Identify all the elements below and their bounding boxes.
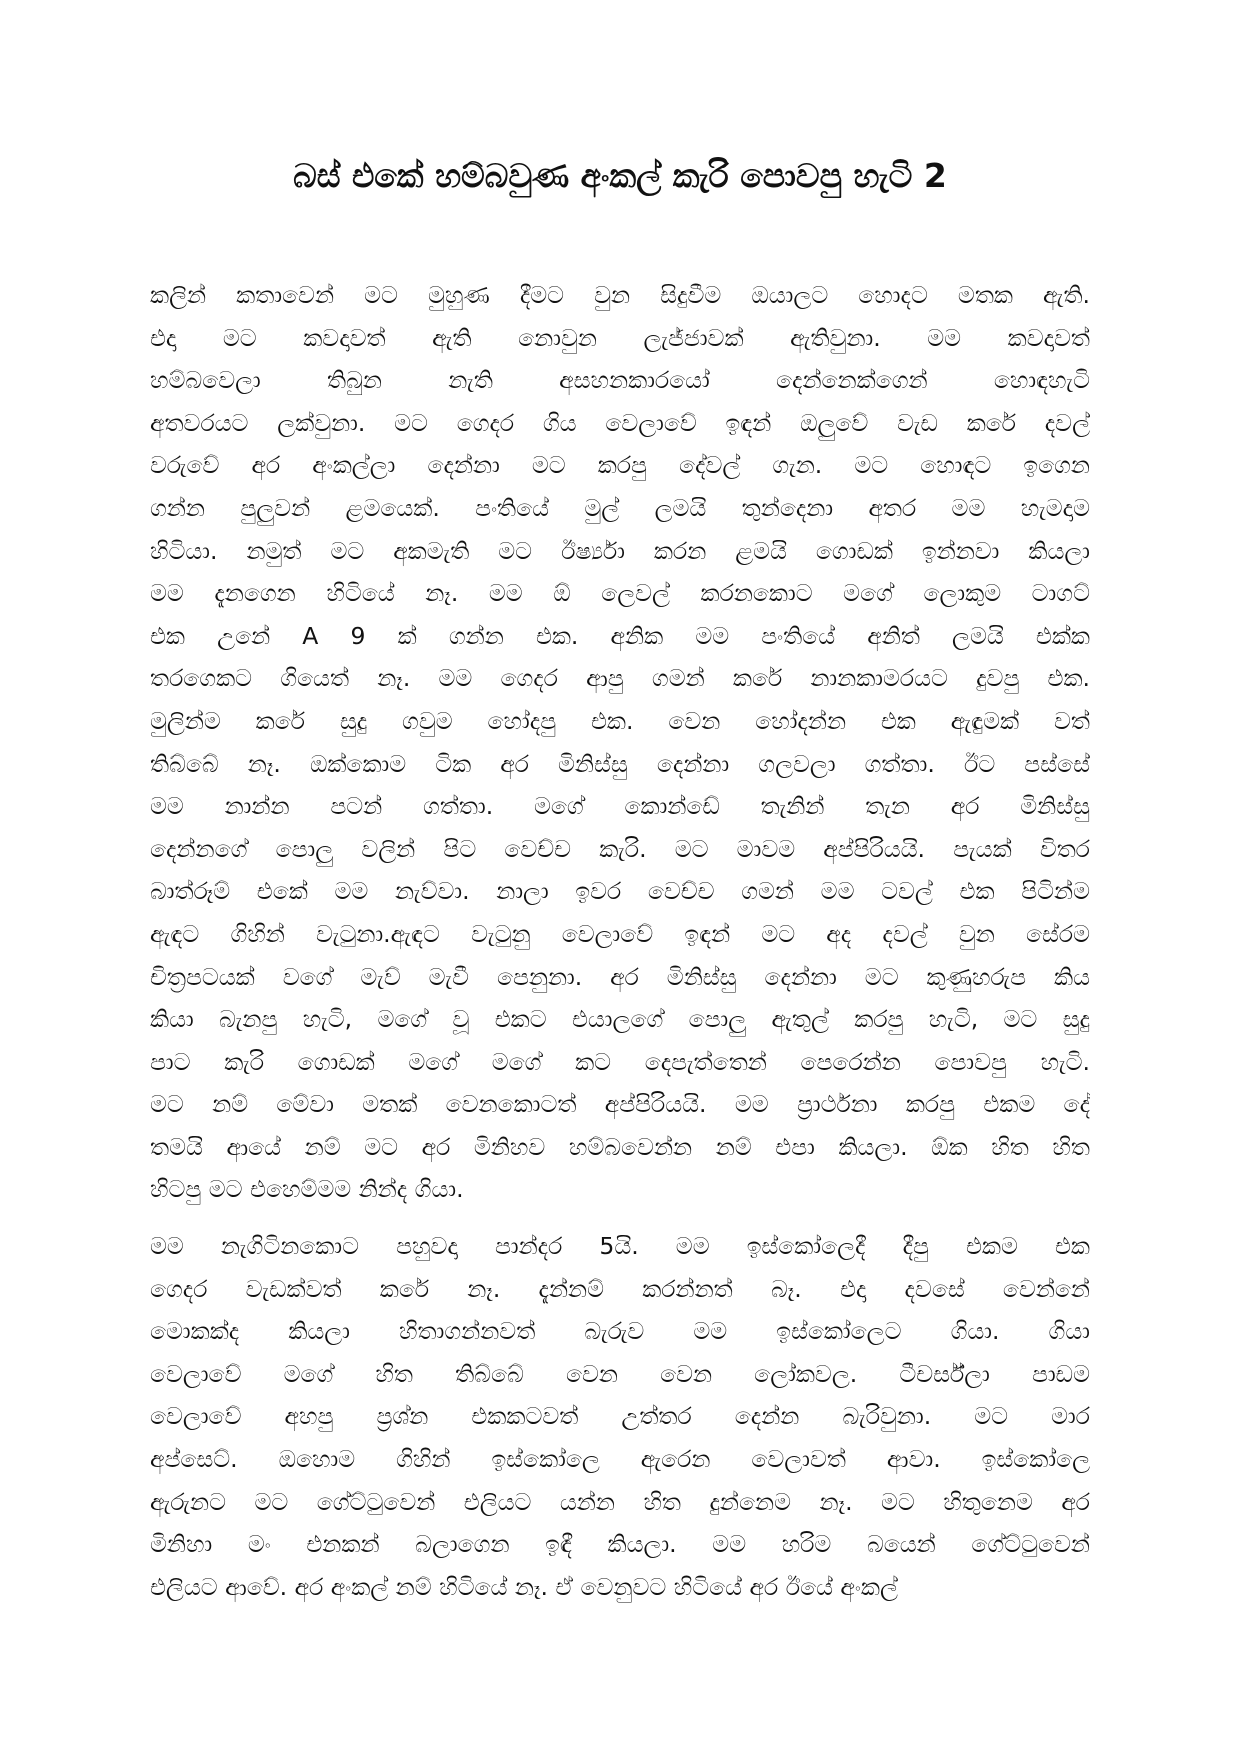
paragraph: [150, 274, 1090, 1211]
text-line: කියා බැනපු හැටි, මගේ වූ එකට එයාලගේ පොලු ඇතුල් කරපු හැටි, මට සුදු: [150, 1005, 1090, 1034]
text-line: මිනිහා මං එනකන් බලාගෙන ඉඳී කියලා. මම හරිම බයෙන් ගේට්ටුවෙන්: [150, 1530, 1090, 1559]
text-line: මම නැගිටිනකොට පහුවදා පාන්දර 5යි. මම ඉස්කෝලෙදී දීපු එකම එක: [150, 1232, 1090, 1261]
text-line: හිටියා. නමුත් මට අකමැති මට ඊර්ෂ්‍යා කරන ළමයි ගොඩක් ඉන්නවා කියලා: [150, 536, 1090, 565]
paragraph: [150, 1225, 1090, 1608]
text-line: ඇඳට ගිහින් වැටුනා.ඇඳට වැටුනු වෙලාවේ ඉඳන් මට අද දවල් වුන සේරම: [150, 919, 1090, 948]
document-title: බස් එකේ හම්බවුණ අංකල් කැරි පොවපු හැටි 2: [293, 156, 947, 195]
text-line: ගෙදර වැඩක්වත් කරේ නෑ. දැන්නම් කරන්නත් බෑ. එදා දවසේ වෙන්නේ: [150, 1274, 1090, 1303]
text-line: තිබ්බේ නෑ. ඔක්කොම ටික අර මිනිස්සු දෙන්නා ගලවලා ගත්තා. ඊට පස්සේ: [150, 749, 1090, 778]
text-line: හම්බවෙලා තිබුන නැති අසහනකාරයෝ දෙන්නෙක්ගෙන් හොඳහැටි: [150, 366, 1090, 395]
text-line: දෙන්නගේ පොලු වලින් පිට වෙච්ච කැරි. මට මාවම අප්පිරියයි. පැයක් විතර: [150, 834, 1090, 863]
text-line: ගන්න පුලුවන් ළමයෙක්. පංතියේ මුල් ලමයි තුන්දෙනා අතර මම හැමදාම: [150, 493, 1090, 522]
text-line: එක උනේ A 9 ක් ගන්න එක. අනික මම පංතියේ අනිත් ලමයි එක්ක: [150, 621, 1090, 650]
text-line: මට නම් මේවා මතක් වෙනකොටත් අප්පිරියයි. මම ප්‍රාර්ථනා කරපු එකම දේ: [150, 1090, 1090, 1119]
text-line: තමයි ආයේ නම් මට අර මිනිහව හම්බවෙන්න නම් එපා කියලා. ඕක හිත හිත: [150, 1132, 1090, 1161]
text-line: අතවරයට ලක්වුනා. මට ගෙදර ගිය වෙලාවේ ඉඳන් ඔලුවේ වැඩ කරේ දවල්: [150, 408, 1090, 437]
text-line: බාත්රූම් එකේ මම නැව්වා. නාලා ඉවර වෙච්ච ගමන් මම ටවල් එක පිටින්ම: [150, 877, 1090, 906]
text-line: එදා මට කවදාවත් ඇති නොවුන ලැජ්ජාවක් ඇතිවුනා. මම කවදාවත්: [150, 323, 1090, 352]
text-line: වරුවේ අර අංකල්ලා දෙන්නා මට කරපු දේවල් ගැන. මට හොඳට ඉගෙන: [150, 451, 1090, 480]
text-line: පාට කැරි ගොඩක් මගේ මගේ කට දෙපැත්තෙන් පෙරෙන්න පොවපු හැටි.: [150, 1047, 1090, 1076]
text-line: කලින් කතාවෙන් මට මුහුණ දීමට වුන සිදුවීම ඔයාලට හොදට මතක ඇති.: [150, 281, 1090, 309]
text-line: මම දැනගෙන හිටියේ නෑ. මම ඕ ලෙවල් කරනකොට මගේ ලොකුම ටාගට්: [150, 579, 1090, 608]
text-line: හිටපු මට එහෙම්මම නින්ද ගියා.: [150, 1175, 464, 1204]
document-body: [150, 274, 1090, 1608]
text-line: වෙලාවේ අහපු ප්‍රශ්න එකකටවත් උත්තර දෙන්න බැරිවුනා. මට මාර: [150, 1402, 1090, 1431]
text-line: වෙලාවේ මගේ හිත තිබ්බේ වෙන වෙන ලෝකවල. ටීචර්ස්ලා පාඩම: [150, 1359, 1090, 1388]
text-line: අප්සෙට්. ඔහොම ගිහින් ඉස්කෝලෙ ඇරෙන වෙලාවත් ආවා. ඉස්කෝලෙ: [150, 1445, 1090, 1474]
text-line: එලියට ආවේ. අර අංකල් නම් හිටියේ නෑ. ඒ වෙනුවට හිටියේ අර ඊයේ අංකල්: [150, 1572, 898, 1601]
text-line: මුලින්ම කරේ සුදු ගවුම හෝදපු එක. වෙන හෝදන්න එක ඇඳුමක් වත්: [150, 706, 1090, 735]
text-line: තරගෙකට ගියෙත් නෑ. මම ගෙදර ආපු ගමන් කරේ නානකාමරයට දුවපු එක.: [150, 664, 1090, 693]
text-line: චිත්‍රපටයක් වගේ මැව් මැවී පෙනුනා. අර මිනිස්සු දෙන්නා මට කුණුහරුප කිය: [150, 962, 1090, 991]
text-line: මම නාන්න පටන් ගත්තා. මගේ කොන්ඩේ තැනින් තැන අර මිනිස්සු: [150, 792, 1090, 821]
text-line: මොකක්ද කියලා හිතාගන්නවත් බැරුව මම ඉස්කෝලෙට ගියා. ගියා: [150, 1317, 1090, 1346]
text-line: ඇරුනට මට ගේට්ටුවෙන් එලියට යන්න හිත දුන්නෙම නෑ. මට හිතුනෙම අර: [150, 1487, 1090, 1516]
